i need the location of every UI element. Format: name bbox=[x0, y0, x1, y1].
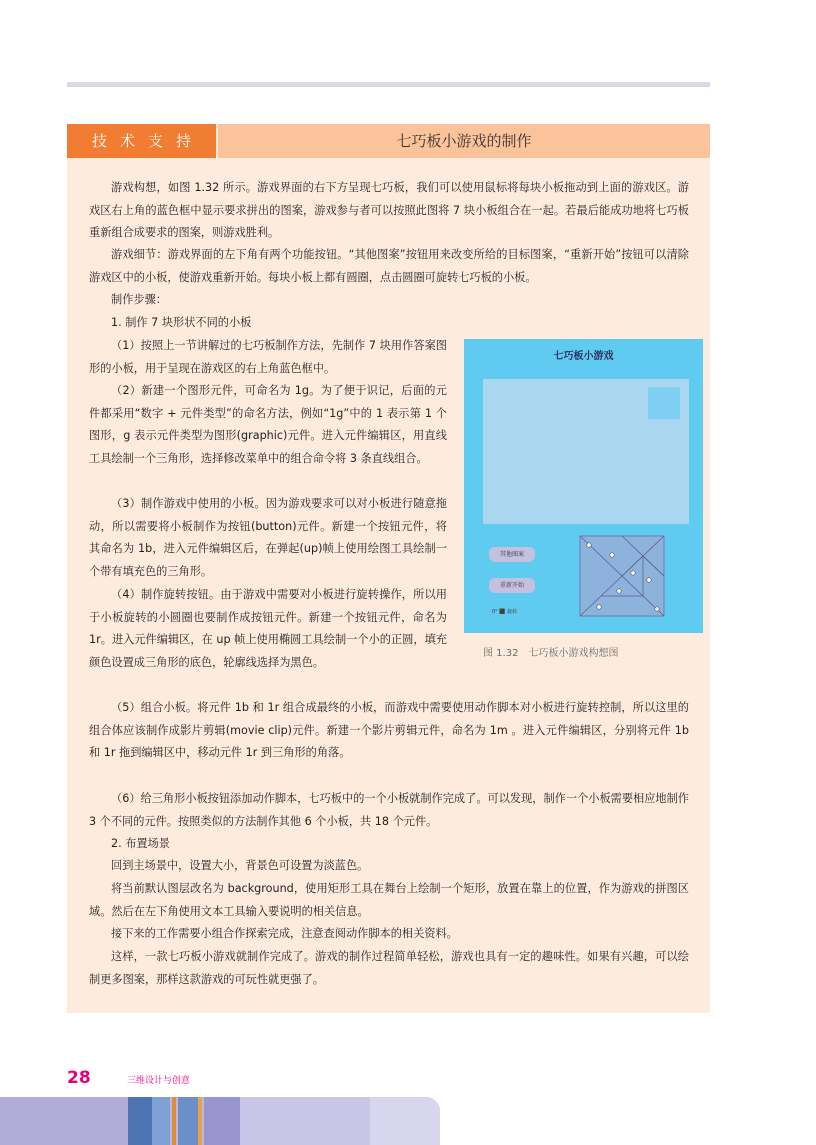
paragraph-concept: 游戏构想，如图 1.32 所示。游戏界面的右下方呈现七巧板，我们可以使用鼠标将每块小板拖动到上面的游戏区。游戏区右上角的蓝色框中显示要求拼出的图案，游戏参与者可以按照此图将 7 块小板组合在一起。若最后能成功地将七巧板重新组合成要求的图案，则游戏胜利。 bbox=[89, 181, 689, 240]
paragraph-step1-heading: 1. 制作 7 块形状不同的小板 bbox=[111, 316, 252, 329]
paragraph-step1-2: （2）新建一个图形元件，可命名为 1g。为了便于识记，后面的元件都采用“数字 + 元件类型”的命名方法，例如“1g”中的 1 表示第 1 个图形，g 表示元件类型为图形(graphic)元件。进入元件编辑区，用直线工具绘制一个三角形，选择修改菜单中的组合命令将 3 条直线组合。 bbox=[89, 384, 447, 465]
paragraph-step1-3: （3）制作游戏中使用的小板。因为游戏要求可以对小板进行随意拖动，所以需要将小板制作为按钮(button)元件。新建一个按钮元件，将其命名为 1b，进入元件编辑区后，在弹起(up)帧上使用绘图工具绘制一个带有填充色的三角形。 bbox=[89, 497, 447, 578]
paragraph-step2-heading: 2. 布置场景 bbox=[111, 837, 170, 850]
figure-restart-button: 重新开始 bbox=[489, 578, 535, 593]
tangram-pieces-icon bbox=[579, 535, 665, 617]
paragraph-step2-3: 接下来的工作需要小组合作探索完成，注意查阅动作脚本的相关资料。 bbox=[111, 927, 458, 940]
paragraph-conclusion: 这样，一款七巧板小游戏就制作完成了。游戏的制作过程简单轻松，游戏也具有一定的趣味性。如果有兴趣，可以绘制更多图案，那样这款游戏的可玩性就更强了。 bbox=[89, 950, 689, 986]
paragraph-step1-5: （5）组合小板。将元件 1b 和 1r 组合成最终的小板，而游戏中需要使用动作脚本对小板进行旋转控制，所以这里的组合体应该制作成影片剪辑(movie clip)元件。新建一个影片剪辑元件，命名为 1m 。进入元件编辑区，分别将元件 1b 和 1r 拖到编辑区中，移动元件 1r 到三角形的角落。 bbox=[89, 701, 689, 760]
figure-other-pattern-button: 其他图案 bbox=[489, 547, 535, 562]
figure-target-box bbox=[648, 387, 680, 419]
paragraph-details: 游戏细节：游戏界面的左下角有两个功能按钮。“其他图案”按钮用来改变所给的目标图案，“重新开始”按钮可以清除游戏区中的小板，使游戏重新开始。每块小板上都有圆圈，点击圆圈可旋转七巧板的小板。 bbox=[89, 248, 689, 284]
paragraph-steps-heading: 制作步骤： bbox=[111, 293, 167, 306]
page-number: 28 bbox=[67, 1068, 91, 1088]
book-title: 三维设计与创意 bbox=[127, 1076, 191, 1086]
figure-caption: 图 1.32 七巧板小游戏构想图 bbox=[483, 648, 619, 659]
paragraph-step1-6: （6）给三角形小板按钮添加动作脚本，七巧板中的一个小板就制作完成了。可以发现，制作一个小板需要相应地制作 3 个不同的元件。按照类似的方法制作其他 6 个小板，共 18 个元件。 bbox=[89, 792, 689, 828]
figure-rotate-note: 0° ⬛ 旋转 bbox=[492, 609, 518, 615]
paragraph-step2-1: 回到主场景中，设置大小，背景色可设置为淡蓝色。 bbox=[111, 859, 369, 872]
section-title: 七巧板小游戏的制作 bbox=[218, 124, 710, 158]
paragraph-step1-4: （4）制作旋转按钮。由于游戏中需要对小板进行旋转操作，所以用于小板旋转的小圆圈也要制作成按钮元件。新建一个按钮元件，命名为 1r。进入元件编辑区，在 up 帧上使用椭圆工具绘制一个小的正圆，填充颜色设置成三角形的底色，轮廓线选择为黑色。 bbox=[89, 588, 447, 669]
paragraph-step1-1: （1）按照上一节讲解过的七巧板制作方法，先制作 7 块用作答案图形的小板，用于呈现在游戏区的右上角蓝色框中。 bbox=[89, 339, 447, 375]
tangram-game-figure bbox=[464, 339, 703, 633]
section-label: 技术支持 bbox=[67, 124, 216, 158]
paragraph-step2-2: 将当前默认图层改名为 background，使用矩形工具在舞台上绘制一个矩形，放置在靠上的位置，作为游戏的拼图区域。然后在左下角使用文本工具输入要说明的相关信息。 bbox=[89, 882, 689, 918]
top-divider bbox=[67, 82, 710, 87]
figure-game-title: 七巧板小游戏 bbox=[553, 351, 614, 362]
